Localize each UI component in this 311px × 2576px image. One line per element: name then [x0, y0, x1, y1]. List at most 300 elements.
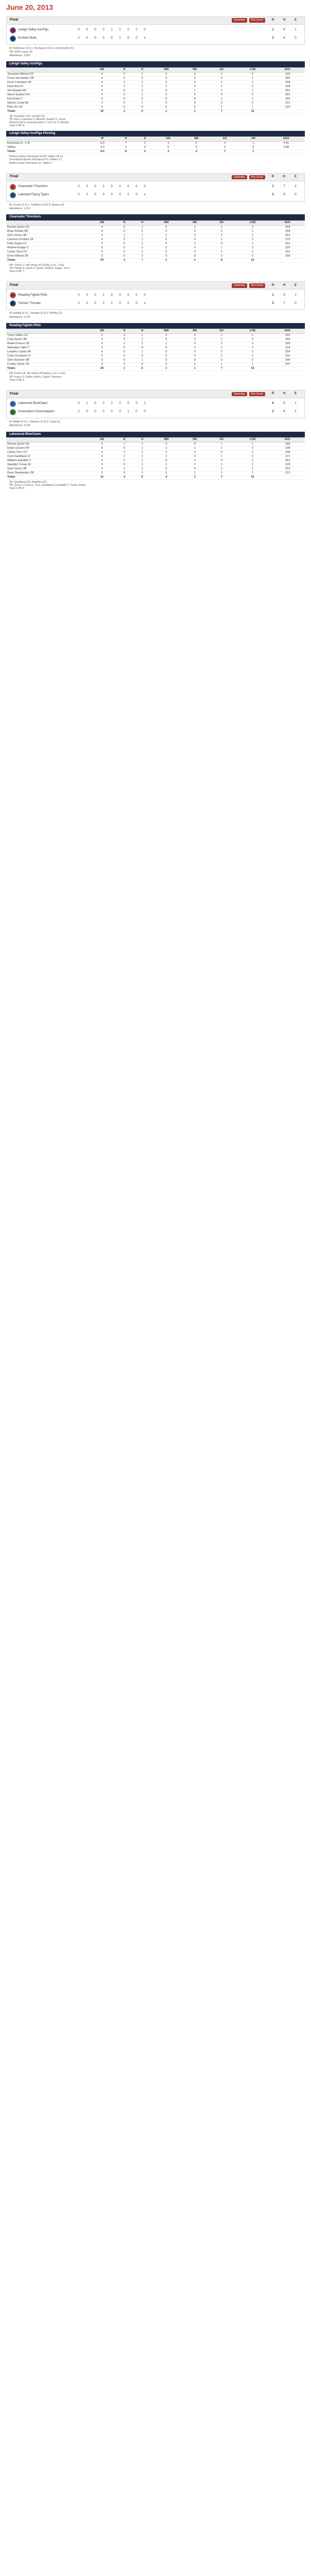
innings: [75, 185, 267, 189]
column-header: AB: [89, 221, 115, 225]
team-logo-icon: [10, 184, 16, 190]
game-note: W: Hellickson (4-2) L: Buchanan (2-4) S: Farnsworth (11): [9, 46, 74, 50]
game-nav-button[interactable]: Gameday: [232, 283, 247, 287]
games-list: [6, 16, 305, 492]
team-runs: 3: [272, 301, 274, 305]
stat-cell: 0: [181, 467, 208, 471]
column-header: [6, 67, 89, 72]
stat-cell: 4: [89, 338, 115, 342]
stat-cell: 2: [133, 442, 151, 446]
stat-cell: 3: [89, 463, 115, 467]
stat-cell: 7: [116, 142, 135, 146]
stat-cell: 1: [208, 105, 235, 109]
stat-cell: 4: [89, 229, 115, 233]
stat-cell: 0: [151, 76, 182, 80]
stat-cell: 0: [115, 350, 133, 354]
inning-runs: 0: [127, 36, 129, 40]
box-score-table: [6, 437, 305, 480]
stat-cell: 0: [181, 342, 208, 346]
column-header: AVG: [270, 221, 305, 225]
stat-cell: .291: [270, 242, 305, 246]
inning-runs: 0: [86, 301, 88, 305]
stat-cell: 8.0: [89, 150, 116, 154]
inning-runs: 0: [86, 185, 88, 188]
box-note: HR: Green (7, 4th inning off Crosby, 0 on, 1 out).: [9, 263, 65, 267]
team-hits: 6: [283, 28, 285, 31]
inning-runs: 1: [144, 402, 146, 405]
player-name[interactable]: Andrew Knapp C: [6, 246, 89, 250]
player-name[interactable]: Freddy Galvis SS: [6, 363, 89, 367]
column-header: [6, 137, 89, 141]
game-card: [6, 281, 305, 383]
stat-cell: 0: [151, 350, 182, 354]
stat-cell: 1: [235, 229, 270, 233]
stat-cell: 0: [151, 254, 182, 258]
player-name[interactable]: Zach Green 3B: [6, 233, 89, 238]
player-name[interactable]: Kevin Frandsen 1B: [6, 80, 89, 84]
rhe-label: E: [294, 283, 297, 287]
box-score-table: [6, 329, 305, 371]
team-rhe: [267, 28, 301, 32]
stat-cell: 1: [133, 80, 151, 84]
team-rhe: [267, 302, 301, 306]
team-name[interactable]: Durham Bulls: [18, 36, 37, 40]
table-row: [6, 97, 305, 101]
stat-cell: 10: [235, 258, 270, 262]
stat-cell: 1: [181, 463, 208, 467]
table-row: [6, 363, 305, 367]
stat-cell: 29: [89, 258, 115, 262]
inning-runs: 0: [111, 410, 113, 414]
stat-cell: 1: [133, 238, 151, 242]
box-score-table: [6, 67, 305, 114]
game-notes: [6, 310, 305, 321]
player-name[interactable]: Tyler Hanover 2B: [6, 359, 89, 363]
inning-runs: 1: [111, 28, 113, 31]
stat-cell: 0: [181, 450, 208, 454]
column-header: [6, 221, 89, 225]
totals-row: [6, 109, 305, 113]
inning-runs: 1: [102, 185, 105, 188]
inning-runs: 0: [86, 28, 88, 31]
stat-cell: 2: [235, 346, 270, 350]
box-note: TB: Quinn 2, Cozens, Tocci, Sandberg 3, Astudillo 2, Tromp, Green.: [9, 484, 87, 487]
stat-cell: 3: [135, 142, 154, 146]
table-row: [6, 142, 305, 146]
game-nav-button[interactable]: Box Score: [249, 392, 265, 396]
team-logo-icon: [10, 409, 16, 415]
player-name[interactable]: Jim Murphy RF: [6, 89, 89, 93]
column-header: HR: [239, 137, 267, 141]
stat-cell: 0: [115, 363, 133, 367]
column-header: AVG: [270, 329, 305, 333]
inning-runs: 0: [144, 185, 146, 188]
stat-cell: 3: [89, 354, 115, 359]
table-row: [6, 338, 305, 342]
team-name[interactable]: Lakewood BlueClaws: [18, 402, 48, 405]
stat-cell: 0: [133, 97, 151, 101]
team-hits: 9: [283, 402, 285, 405]
stat-cell: 0: [115, 89, 133, 93]
stat-cell: 0: [181, 246, 208, 250]
stat-cell: 1: [208, 334, 235, 338]
table-row: [6, 93, 305, 97]
box-note: Team LOB: 8.: [9, 487, 25, 490]
column-header: AVG: [270, 67, 305, 72]
table-row: [6, 342, 305, 346]
stat-cell: 0: [151, 250, 182, 254]
player-name[interactable]: Brian Pointer RF: [6, 229, 89, 233]
box-section-title: Lakewood BlueClaws: [6, 432, 305, 438]
stat-cell: 1: [133, 225, 151, 229]
player-name[interactable]: Jiandido Tromp 1B: [6, 463, 89, 467]
game-nav-button[interactable]: Gameday: [232, 18, 247, 22]
game-nav-button[interactable]: Box Score: [249, 283, 265, 287]
stat-cell: 1: [208, 354, 235, 359]
stat-cell: [270, 109, 305, 113]
team-name[interactable]: Lehigh Valley IronPigs: [18, 28, 49, 31]
stat-cell: 1: [235, 442, 270, 446]
stat-cell: 1: [115, 442, 133, 446]
table-row: [6, 246, 305, 250]
stat-cell: 2: [235, 338, 270, 342]
stat-cell: .214: [270, 346, 305, 350]
column-header: R: [115, 67, 133, 72]
stat-cell: 3: [89, 89, 115, 93]
stat-cell: 3: [89, 105, 115, 109]
table-row: [6, 463, 305, 467]
rhe-label: H: [283, 18, 286, 22]
stat-cell: 2: [235, 446, 270, 450]
team-name[interactable]: Reading Fightin Phils: [18, 293, 47, 297]
team-name[interactable]: Greensboro Grasshoppers: [18, 410, 55, 414]
column-header: R: [135, 137, 154, 141]
stat-cell: 4: [89, 454, 115, 459]
stat-cell: 1: [115, 342, 133, 346]
player-name[interactable]: Cesar Hernandez 2B: [6, 76, 89, 80]
player-name[interactable]: Pete Orr SS: [6, 105, 89, 109]
stat-cell: 0: [115, 242, 133, 246]
player-name[interactable]: Roman Quinn SS: [6, 225, 89, 229]
stat-cell: 0: [115, 459, 133, 463]
stat-cell: .335: [270, 342, 305, 346]
team-hits: 6: [283, 293, 285, 297]
table-row: [6, 354, 305, 359]
stat-cell: [270, 258, 305, 262]
game-nav-button[interactable]: Gameday: [232, 175, 247, 179]
stat-cell: 1: [208, 442, 235, 446]
totals-row: [6, 475, 305, 479]
stat-cell: 1: [235, 450, 270, 454]
player-name[interactable]: Buchanan (L, 2-4): [6, 142, 89, 146]
table-row: [6, 471, 305, 475]
stat-cell: 0: [151, 354, 182, 359]
column-header: SO: [208, 437, 235, 442]
linescore: [6, 290, 305, 310]
table-row: [6, 72, 305, 76]
stat-cell: 3: [89, 242, 115, 246]
inning-runs: 0: [135, 410, 137, 414]
column-header: LOB: [235, 437, 270, 442]
stat-cell: 0: [235, 342, 270, 346]
box-note: 2B: Sandberg (10), Astudillo (12).: [9, 480, 47, 484]
table-row: [6, 89, 305, 93]
stat-cell: 0: [235, 101, 270, 105]
stat-cell: 0: [115, 105, 133, 109]
stat-cell: 0: [151, 72, 182, 76]
player-name[interactable]: Kelly Dugan LF: [6, 242, 89, 246]
stat-cell: 4: [151, 475, 182, 479]
game-nav-button[interactable]: Box Score: [249, 175, 265, 179]
player-name[interactable]: Cody Overbeck LF: [6, 354, 89, 359]
stat-cell: 0: [151, 80, 182, 84]
game-status: Final: [10, 283, 19, 287]
stat-cell: 1: [181, 471, 208, 475]
stat-cell: 0: [181, 80, 208, 84]
player-name[interactable]: Carlos Tocci CF: [6, 250, 89, 254]
box-section-title: Reading Fightin Phils: [6, 323, 305, 329]
stat-cell: 3: [181, 475, 208, 479]
player-name[interactable]: Jermaine Mitchell CF: [6, 72, 89, 76]
stat-cell: 1: [208, 338, 235, 342]
stat-cell: 1: [181, 109, 208, 113]
stat-cell: 0: [181, 233, 208, 238]
stat-cell: 1: [235, 334, 270, 338]
stat-cell: 2: [208, 467, 235, 471]
box-note: TB: Ruf 4, Frandsen 2, Mitchell, Susdorf 2, Lerud.: [9, 117, 66, 121]
player-name[interactable]: Steven Lerud 3B: [6, 101, 89, 105]
stat-cell: 2: [208, 254, 235, 258]
player-name[interactable]: Maikel Franco 1B: [6, 342, 89, 346]
inning-runs: 0: [78, 402, 80, 405]
game-nav-button[interactable]: Box Score: [249, 18, 265, 22]
column-header: AB: [89, 329, 115, 333]
stat-cell: .271: [270, 454, 305, 459]
column-header: BB: [181, 67, 208, 72]
inning-runs: 0: [78, 28, 80, 31]
game-note: W: Crosby (5-3) L: Pettibone (3-6) S: Alvarez (8): [9, 203, 64, 207]
column-header: [6, 437, 89, 442]
stat-cell: 1: [239, 142, 267, 146]
player-name[interactable]: Dylan Cozens RF: [6, 446, 89, 450]
stat-cell: 7: [208, 367, 235, 371]
stat-cell: 8: [208, 258, 235, 262]
inning-runs: 0: [102, 36, 105, 40]
inning-runs: 0: [127, 28, 129, 31]
stat-cell: .224: [270, 105, 305, 109]
stat-cell: 1: [239, 150, 267, 154]
table-row: [6, 346, 305, 350]
player-name[interactable]: Cord Sandberg LF: [6, 454, 89, 459]
stat-cell: 1: [181, 258, 208, 262]
inning-runs: x: [144, 193, 146, 196]
team-errors: 1: [295, 293, 297, 297]
stat-cell: 1: [133, 446, 151, 450]
rhe-label: R: [271, 175, 274, 178]
stat-cell: 0: [115, 446, 133, 450]
stat-cell: 1: [115, 109, 133, 113]
stat-cell: .301: [270, 93, 305, 97]
stat-cell: 0: [208, 229, 235, 233]
team-name[interactable]: Lakeland Flying Tigers: [18, 193, 49, 196]
game-note: Attendance: 9,802: [9, 54, 30, 57]
stat-cell: Totals: [6, 367, 89, 371]
inning-runs: 0: [144, 293, 146, 297]
box-notes: [6, 114, 305, 129]
player-name[interactable]: Darin Ruf LF: [6, 84, 89, 89]
stat-cell: 4: [89, 334, 115, 338]
stat-cell: 0: [115, 359, 133, 363]
table-row: [6, 250, 305, 254]
box-note: Team LOB: 8.: [9, 124, 25, 128]
player-name[interactable]: Valdes: [6, 146, 89, 150]
inning-runs: 0: [135, 301, 137, 305]
stat-cell: 0: [133, 346, 151, 350]
table-row: [6, 76, 305, 80]
player-name[interactable]: Tyson Gillies CF: [6, 334, 89, 338]
player-name[interactable]: Carlos Tocci CF: [6, 450, 89, 454]
stat-cell: 4.41: [268, 142, 305, 146]
stat-cell: .254: [270, 225, 305, 229]
stat-cell: 1: [208, 250, 235, 254]
team-errors: 0: [295, 193, 297, 196]
team-hits: 7: [283, 301, 285, 305]
stat-cell: .283: [270, 338, 305, 342]
stat-cell: 0: [151, 338, 182, 342]
stat-cell: 28: [89, 367, 115, 371]
stat-cell: 1: [115, 454, 133, 459]
inning-runs: 0: [127, 301, 129, 305]
stat-cell: 10: [235, 367, 270, 371]
team-runs: 3: [272, 193, 274, 196]
stat-cell: 1: [151, 233, 182, 238]
table-row: [6, 446, 305, 450]
player-name[interactable]: Drew Hillman 2B: [6, 254, 89, 258]
inning-runs: 0: [144, 28, 146, 31]
box-note: Batters faced: Buchanan 26, Valdes 7.: [9, 161, 53, 165]
stat-cell: 2: [235, 359, 270, 363]
innings: [75, 37, 267, 41]
box-note: TB: Pointer 3, Green 4, Quinn, Perkins, Dugan, Tocci.: [9, 266, 71, 270]
stat-cell: 3: [135, 150, 154, 154]
stat-cell: 2: [182, 150, 211, 154]
player-name[interactable]: Roman Quinn SS: [6, 442, 89, 446]
player-name[interactable]: Leandro Castro RF: [6, 350, 89, 354]
stat-cell: 3: [89, 101, 115, 105]
game-header: [6, 390, 305, 398]
player-name[interactable]: Steve Susdorf DH: [6, 93, 89, 97]
stat-cell: 1: [151, 84, 182, 89]
inning-runs: 0: [94, 36, 96, 40]
player-name[interactable]: Cody Asche 3B: [6, 338, 89, 342]
stat-cell: .254: [270, 350, 305, 354]
column-header: SO: [208, 329, 235, 333]
player-name[interactable]: Cameron Perkins 1B: [6, 238, 89, 242]
box-note: HR: Franco (8, 4th inning off Nuding, 0 on, 0 out).: [9, 372, 66, 376]
stat-cell: 1: [208, 238, 235, 242]
stat-cell: 0: [181, 229, 208, 233]
stat-cell: 1: [133, 250, 151, 254]
linescore: [6, 25, 305, 45]
stat-cell: 4: [89, 238, 115, 242]
stat-cell: .251: [270, 250, 305, 254]
column-header: H: [133, 437, 151, 442]
stat-cell: 1: [181, 367, 208, 371]
game-note: W: Biddle (4-3) L: Ramirez (1-4) S: Cloyd (5): [9, 420, 60, 423]
stat-cell: 3: [89, 97, 115, 101]
column-header: AVG: [270, 437, 305, 442]
player-name[interactable]: Willians Astudillo C: [6, 459, 89, 463]
stat-cell: .239: [270, 84, 305, 89]
team-runs: 3: [272, 36, 274, 40]
stat-cell: 4: [89, 233, 115, 238]
inning-runs: 0: [102, 28, 105, 31]
stat-cell: 4: [89, 93, 115, 97]
team-name[interactable]: Clearwater Threshers: [18, 185, 48, 188]
box-section-title: Lehigh Valley IronPigs: [6, 61, 305, 67]
stat-cell: 0: [181, 72, 208, 76]
stat-cell: 1: [208, 471, 235, 475]
stat-cell: 1: [133, 233, 151, 238]
inning-runs: 1: [78, 410, 80, 414]
stat-cell: 0: [133, 254, 151, 258]
stat-cell: 31: [89, 475, 115, 479]
stat-cell: 1: [151, 463, 182, 467]
stat-cell: 4: [89, 72, 115, 76]
stat-cell: Totals: [6, 109, 89, 113]
player-name[interactable]: Drew Stankiewicz 2B: [6, 471, 89, 475]
stat-cell: 1: [133, 242, 151, 246]
inning-runs: 0: [86, 410, 88, 414]
stat-cell: .242: [270, 72, 305, 76]
team-errors: 1: [295, 28, 297, 31]
player-name[interactable]: Sebastian Valle C: [6, 346, 89, 350]
stat-cell: 0: [151, 334, 182, 338]
stat-cell: 0: [208, 450, 235, 454]
stat-cell: .240: [270, 359, 305, 363]
column-header: LOB: [235, 329, 270, 333]
inning-runs: 0: [119, 293, 121, 297]
game-nav-button[interactable]: Gameday: [232, 392, 247, 396]
stat-cell: 1: [235, 463, 270, 467]
stat-cell: 8: [116, 150, 135, 154]
stat-cell: 0: [208, 76, 235, 80]
stat-cell: 1: [133, 338, 151, 342]
player-name[interactable]: Zach Green 3B: [6, 467, 89, 471]
team-name[interactable]: Trenton Thunder: [18, 301, 41, 305]
stat-cell: Totals: [6, 258, 89, 262]
team-errors: 1: [295, 402, 297, 405]
linescore: [6, 398, 305, 418]
stat-cell: 1: [208, 346, 235, 350]
game-status: Final: [10, 18, 19, 22]
player-name[interactable]: Erik Kratz C: [6, 97, 89, 101]
stat-cell: 0: [115, 76, 133, 80]
stat-cell: 1: [133, 72, 151, 76]
stat-cell: 0: [181, 359, 208, 363]
table-row: [6, 229, 305, 233]
stat-cell: 0: [115, 346, 133, 350]
stat-cell: 2: [151, 454, 182, 459]
stat-cell: .248: [270, 446, 305, 450]
game-note: W: Nuding (6-3) L: Morgan (2-5) S: Whitley (3): [9, 312, 62, 315]
stat-cell: 3: [89, 359, 115, 363]
stat-cell: 1: [235, 97, 270, 101]
column-header: LOB: [235, 67, 270, 72]
inning-runs: 0: [119, 185, 121, 188]
stat-cell: .212: [270, 471, 305, 475]
stat-cell: 4: [89, 76, 115, 80]
